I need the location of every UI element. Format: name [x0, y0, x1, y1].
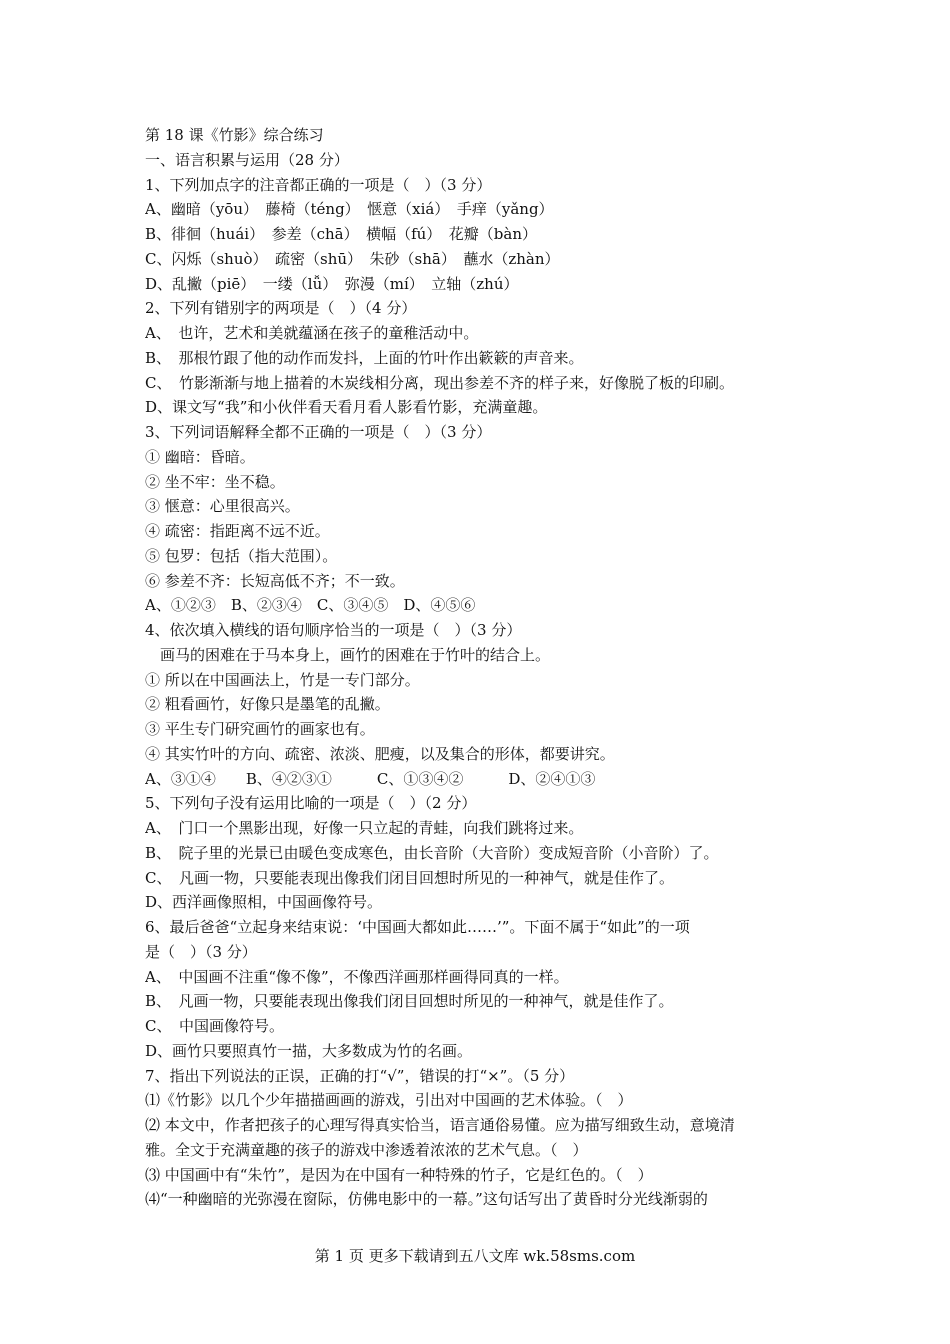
question-5-option-c: C、 凡画一物，只要能表现出像我们闭目回想时所见的一种神气，就是佳作了。: [145, 868, 674, 887]
question-4-options: A、③①④ B、④②③① C、①③④② D、②④①③: [145, 769, 596, 788]
question-5-option-d: D、西洋画像照相，中国画像符号。: [145, 893, 383, 912]
question-2-option-b: B、 那根竹跟了他的动作而发抖，上面的竹叶作出簌簌的声音来。: [145, 348, 584, 367]
question-2-option-c: C、 竹影渐渐与地上描着的木炭线相分离，现出参差不齐的样子来，好像脱了板的印刷。: [145, 373, 734, 392]
section-heading: 一、语言积累与运用（28 分）: [145, 150, 349, 169]
question-1-option-d: D、乱撇（piē） 一缕（lǚ） 弥漫（mí） 立轴（zhú）: [145, 274, 519, 293]
question-3-item-4: ④ 疏密：指距离不远不近。: [145, 522, 330, 540]
question-6-continued: 是（ ）（3 分）: [145, 942, 257, 961]
question-7: 7、指出下列说法的正误，正确的打“√”，错误的打“×”。（5 分）: [145, 1066, 575, 1085]
page-footer: 第 1 页 更多下载请到五八文库 wk.58sms.com: [314, 1247, 636, 1265]
question-5-option-b: B、 院子里的光景已由暖色变成寒色，由长音阶（大音阶）变成短音阶（小音阶）了。: [145, 843, 719, 862]
question-7-item-1: ⑴《竹影》以几个少年描描画画的游戏，引出对中国画的艺术体验。（ ）: [145, 1091, 633, 1110]
question-4-item-2: ② 粗看画竹，好像只是墨笔的乱撇。: [145, 695, 390, 714]
document-title: 第 18 课《竹影》综合练习: [145, 126, 324, 144]
question-7-item-3: ⑶ 中国画中有“朱竹”，是因为在中国有一种特殊的竹子，它是红色的。（ ）: [145, 1165, 653, 1184]
question-7-item-4: ⑷“一种幽暗的光弥漫在窗际，仿佛电影中的一幕。”这句话写出了黄昏时分光线渐弱的: [145, 1190, 708, 1209]
question-1-option-a: A、幽暗（yōu） 藤椅（téng） 惬意（xiá） 手痒（yǎng）: [145, 200, 554, 219]
question-6-option-c: C、 中国画像符号。: [145, 1017, 284, 1035]
question-4-item-3: ③ 平生专门研究画竹的画家也有。: [145, 720, 375, 738]
document-body: [145, 123, 810, 1212]
question-6-option-b: B、 凡画一物，只要能表现出像我们闭目回想时所见的一种神气，就是佳作了。: [145, 992, 674, 1011]
question-4: 4、依次填入横线的语句顺序恰当的一项是（ ）（3 分）: [145, 621, 522, 639]
question-3-options: A、①②③ B、②③④ C、③④⑤ D、④⑤⑥: [145, 596, 476, 615]
question-3-item-1: ① 幽暗：昏暗。: [145, 447, 255, 466]
question-1-option-c: C、闪烁（shuò） 疏密（shū） 朱砂（shā） 蘸水（zhàn）: [145, 249, 560, 268]
question-6: 6、最后爸爸“立起身来结束说：‘中国画大都如此……’”。下面不属于“如此”的一项: [145, 918, 690, 936]
question-2-option-d: D、课文写“我”和小伙伴看天看月看人影看竹影，充满童趣。: [145, 398, 548, 417]
question-3-item-6: ⑥ 参差不齐：长短高低不齐；不一致。: [145, 571, 405, 590]
question-6-option-d: D、画竹只要照真竹一描，大多数成为竹的名画。: [145, 1041, 473, 1060]
question-3-item-5: ⑤ 包罗：包括（指大范围）。: [145, 546, 338, 565]
question-2: 2、下列有错别字的两项是（ ）（4 分）: [145, 299, 417, 318]
question-3-item-3: ③ 惬意：心里很高兴。: [145, 497, 300, 516]
question-3-item-2: ② 坐不牢：坐不稳。: [145, 472, 285, 491]
question-5: 5、下列句子没有运用比喻的一项是（ ）（2 分）: [145, 794, 477, 813]
question-1-option-b: B、徘徊（huái） 参差（chā） 横幅（fú） 花瓣（bàn）: [145, 225, 538, 243]
question-7-item-2: ⑵ 本文中，作者把孩子的心理写得真实恰当，语言通俗易懂。应为描写细致生动，意境清: [145, 1116, 735, 1134]
question-5-option-a: A、 门口一个黑影出现，好像一只立起的青蛙，向我们跳将过来。: [145, 819, 584, 837]
question-4-item-1: ① 所以在中国画法上，竹是一专门部分。: [145, 670, 420, 689]
question-3: 3、下列词语解释全都不正确的一项是（ ）（3 分）: [145, 423, 492, 441]
question-4-passage: 画马的困难在于马本身上，画竹的困难在于竹叶的结合上。: [160, 645, 551, 664]
question-1: 1、下列加点字的注音都正确的一项是（ ）（3 分）: [145, 175, 492, 194]
question-2-option-a: A、 也许，艺术和美就蕴涵在孩子的童稚活动中。: [145, 324, 479, 342]
question-6-option-a: A、 中国画不注重“像不像”，不像西洋画那样画得同真的一样。: [145, 967, 569, 986]
question-7-item-2-continued: 雅。全文于充满童趣的孩子的游戏中渗透着浓浓的艺术气息。（ ）: [145, 1140, 588, 1159]
question-4-item-4: ④ 其实竹叶的方向、疏密、浓淡、肥瘦，以及集合的形体，都要讲究。: [145, 744, 615, 763]
